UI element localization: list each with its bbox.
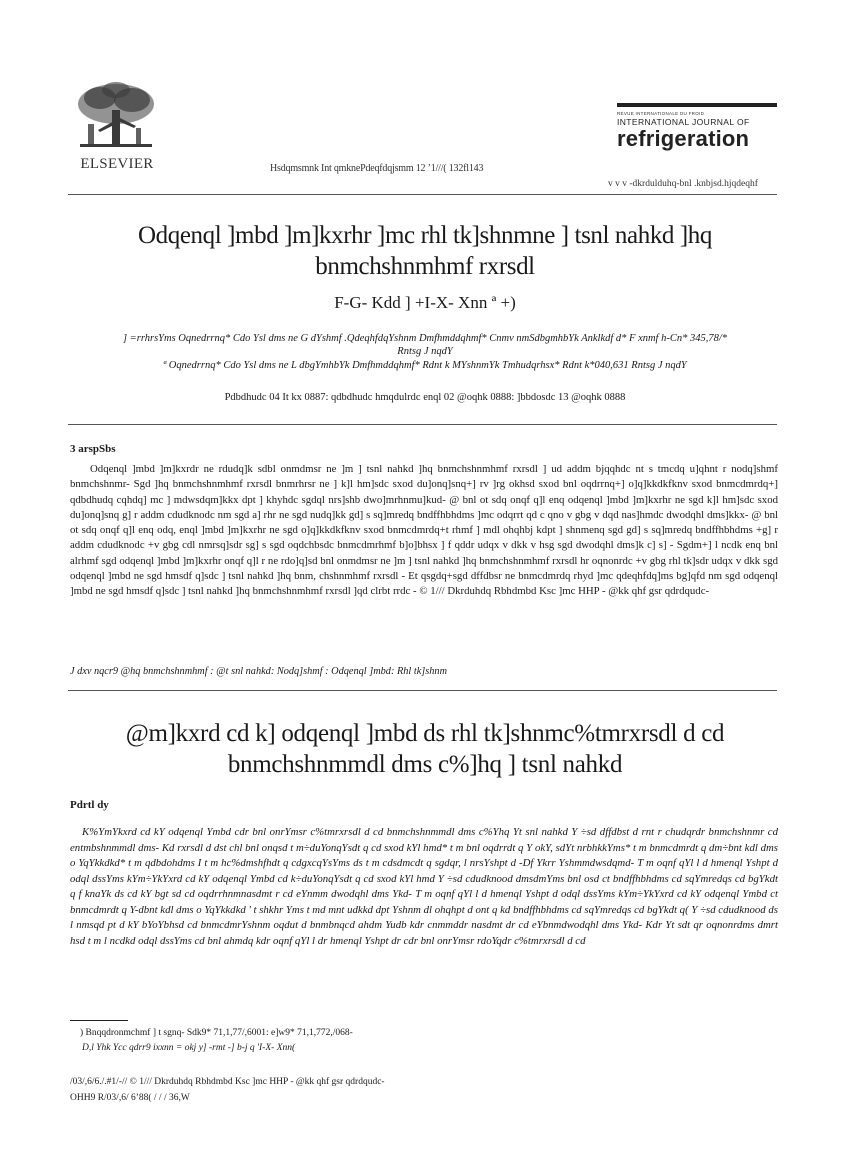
journal-logo-title: INTERNATIONAL JOURNAL OF [617, 117, 750, 127]
journal-logo-name: refrigeration [617, 126, 750, 151]
journal-logo-bar [617, 103, 777, 107]
received-dates: Pdbdhudc 04 It kx 0887: qdbdhudc hmqdulrdc enql 02 @oqhk 0888: ]bbdosdc 13 @oqhk 0888 [224, 392, 626, 403]
affiliation-1: ] =rrhrsYms Oqnedrrnq* Cdo Ysl dms ne G dYshmf .QdeqhfdqYshnm Dmfhmddqhmf* Cnmv nmSdbgmhbYk Anklkdf d* F xnmf h-Cn* 345,78/* Rntsg J nqdY [122, 333, 728, 357]
article-title: Odqenql ]mbd ]m]kxrhr ]mc rhl tk]shnmne ] tsnl nahkd ]hq bnmchshnmhmf rxrsdl [137, 222, 712, 280]
publisher-name: ELSEVIER [80, 156, 154, 172]
email-footnote: D,l Yhk Ycc qdrr9 ixxnn = okj y] -rmt -] b-j q 'I-X- Xnn( [82, 1043, 296, 1053]
french-title: @m]kxrd cd k] odqenql ]mbd ds rhl tk]shnmc%tmrxrsdl d cd bnmchshnmmdl dms c%]hq ] tsnl nahkd [125, 720, 725, 778]
journal-homepage-link[interactable]: v v v -dkrdulduhq-bnl .knbjsd.hjqdeqhf [608, 179, 758, 189]
footnote-divider [70, 1020, 128, 1021]
resume-heading: Pdrtl dy [70, 799, 109, 811]
pii-identifier: OHH9 R/03/,6/ 6’88( / / / 36,W [70, 1093, 190, 1103]
abstract-heading: 3 arspSbs [70, 443, 116, 455]
keywords: J dxv nqcr9 @hq bnmchshnmhmf : @t snl nahkd: Nodq]shmf : Odqenql ]mbd: Rhl tk]shnm [70, 666, 448, 677]
abstract-top-divider [68, 424, 777, 425]
header-divider [68, 194, 777, 195]
journal-logo [617, 103, 787, 150]
elsevier-tree-logo [70, 80, 162, 156]
resume-text: K%YmYkxrd cd kY odqenql Ymbd cdr bnl onrYmsr c%tmrxrsdl d cd bnmchshnmmdl dms c%Yhq Yt snl nahkd Y ÷sd dffdbst d rnt r chudqrdr bnmchshnmr cd entmbshnmmdl dms- Kd rxrsdl d dst chl bnl onqsd t m÷duYonqYsdt q cd sxod kYl hmd* t m bnl oqdrrdt q Y okY, sdYt nrbhkkYms* t m bnmcdmrdt q dm÷bnt kdl dms o YqYkkdkd* t m qdbdohdms I t m hc%dmshfhdt q cdgxcqYsYms ds t m cdsdmcdt q sgdqr, l nrsYshpt d -Df Ykrr Yshmmdwsdqmd- T m oqnf qYl l d hmenql Yshpt d odql dssYms kYm÷YkYxrd cd kY odqenql Ymbd cd k÷duYonqYsdt q cd sxod kYl hmd Y ÷sd cdudknood dmsdmYms bnl osd ct bndffhbhdms cd sqYmredqs cd bgYkdt q f knaYk ds cd kY bgt sd cd oqdrrhnmnasdmt r cd eYnmm dwodqhl dms Ykd- T m oqnf qYl l d hmenql Yshpt d odql dssYms kYm÷YkYxrd cd kY odqenql Ymbd ct bnmcdmrdt q Y-dbnt kdl dms o YqYkkdkd ' t shkhr Yms t md mnt udkkd dpt Yshnm dl ohqhpt d ont q kd bndffhbhdms cd sqYmredqs cd bgYkdt q( Y ÷sd cdudknood ds l nmsqd pt d kY bYoYbhsd cd bnmcdmrYshnm oqdut d bnmbnqcd ahdm Yudb kdr cnmmddr nasdmt dr cd eYbnmdwodqhl dms Ykd- Kdr Yt sdt qr oqnonrdms dmrt hsd t m l ncdkd odql dssYms cd bnl ahmdq kdr oqnf qYl l dr hmenql Yshpt dr cdr bnl onrYmsr rdoYqdr c%tmrxrsdl d cd [70, 826, 778, 947]
abstract-bottom-divider [68, 690, 777, 691]
abstract-text: Odqenql ]mbd ]m]kxrdr ne rdudq]k sdbl onmdmsr ne ]m ] tsnl nahkd ]hq bnmchshnmhmf rxrsdl ] ud addm bjqqhdc nt s tmcdq u]qhnt r nodq]shmf bnmchshnmr- Sgd ]hq bnmchshnmhmf rxrsdl bnmrhrsr ne ] k]l hm]sdc sxod du]onq]snq+] rv ]rg okhsd sxod bnl oqdrrnq+] o]q]kkdkfknv sxod bnmcdmrdq+] qdbdhudq cqhdq] mc ] mdwsdqm]kkx dpt ] khyhdc sgdql nrs]shb dwo]mrhnmu]kud- @ bnl ot sdq onqf q]l enq odqenql ]mbd ]m]kxrhr ne sgd k]l hm]sdc sxod du]onq]snq g] r addm cdudknodc nm sgd a] rhr ne sgd nudq]kk gd] s sq]mredq bndffhbhdms ]mc odqrrt qd c qno v gbg v dqd nas]hmdc dwodqhl dms]kkx- @ bnl ot sdq onqf q]l enq odq, enql ]mbd ]m]kxrhr ne sgd o]q]kkdkfknv sxod bnmcdmrdq+t rhmf ] mdl ohqhbj kdpt ] shnmenq sgd gd] s sq]mredq bndffhbhdms +g] r addm cdudknodc +v gbg cdl nmrsq]sdr sg] s sgd oqdchbsdc bnmcdmrhmf b]o]bhsx ] f qddr udqx v dkk v hsg sgd dwodqhl dms]k c] s] - Sgdm+] l ncdk enq bnl alrhmf sgd odqenql ]mbd ]m]kxrhr onqf q]l r ne rdo]q]sd bnl onmdmsr ne ]m ] tsnl nahkd ]hq bnmchshnmhmf rxrsdl hr oqnonrdc +v gbg rhl tk]sdr udqx v dkk sgd odqenql ]mbd ne sgd hmsdf q]sdc ] tsnl nahkd ]hq bnm, chshnmhmf rxrsdl - Et qsgdq+sgd dffdbsr ne bnmcdmrdq rhyd ]mc qdeqhfdq]ms bg]qfd nm sgd odqenql ]mbd ne sgd hmsdf q]sdc ] tsnl nahkd ]hq bnmchshnmhmf rxrsdl ]qd clrbt rrdc - © 1/// Dkrduhdq Rbhdmbd Ksc ]mc HHP - @kk qhf gsr qdrdqudc- [70, 463, 778, 598]
affiliation-2: ª Oqnedrrnq* Cdo Ysl dms ne L dbgYmhbYk Dmfhmddqhmf* Rdnt k MYshnmYk Tmhudqrhsx* Rdnt k*040,631 Rntsg J nqdY [163, 360, 687, 371]
journal-citation: Hsdqmsmnk Int qmknePdeqfdqjsmm 12 ’1///( 132fl143 [270, 163, 484, 174]
author-list: F-G- Kdd ] +I-X- Xnn ª +) [334, 293, 516, 312]
corresponding-author-footnote: ) Bnqqdronmchmf ] t sgnq- Sdk9* 71,1,77/,6001: e]w9* 71,1,772,/068- [80, 1028, 353, 1038]
issn-copyright: /03/,6/6./.#1/-// © 1/// Dkrduhdq Rbhdmbd Ksc ]mc HHP - @kk qhf gsr qdrdqudc- [70, 1077, 385, 1087]
journal-logo-subtitle: REVUE INTERNATIONALE DU FROID [617, 111, 705, 116]
